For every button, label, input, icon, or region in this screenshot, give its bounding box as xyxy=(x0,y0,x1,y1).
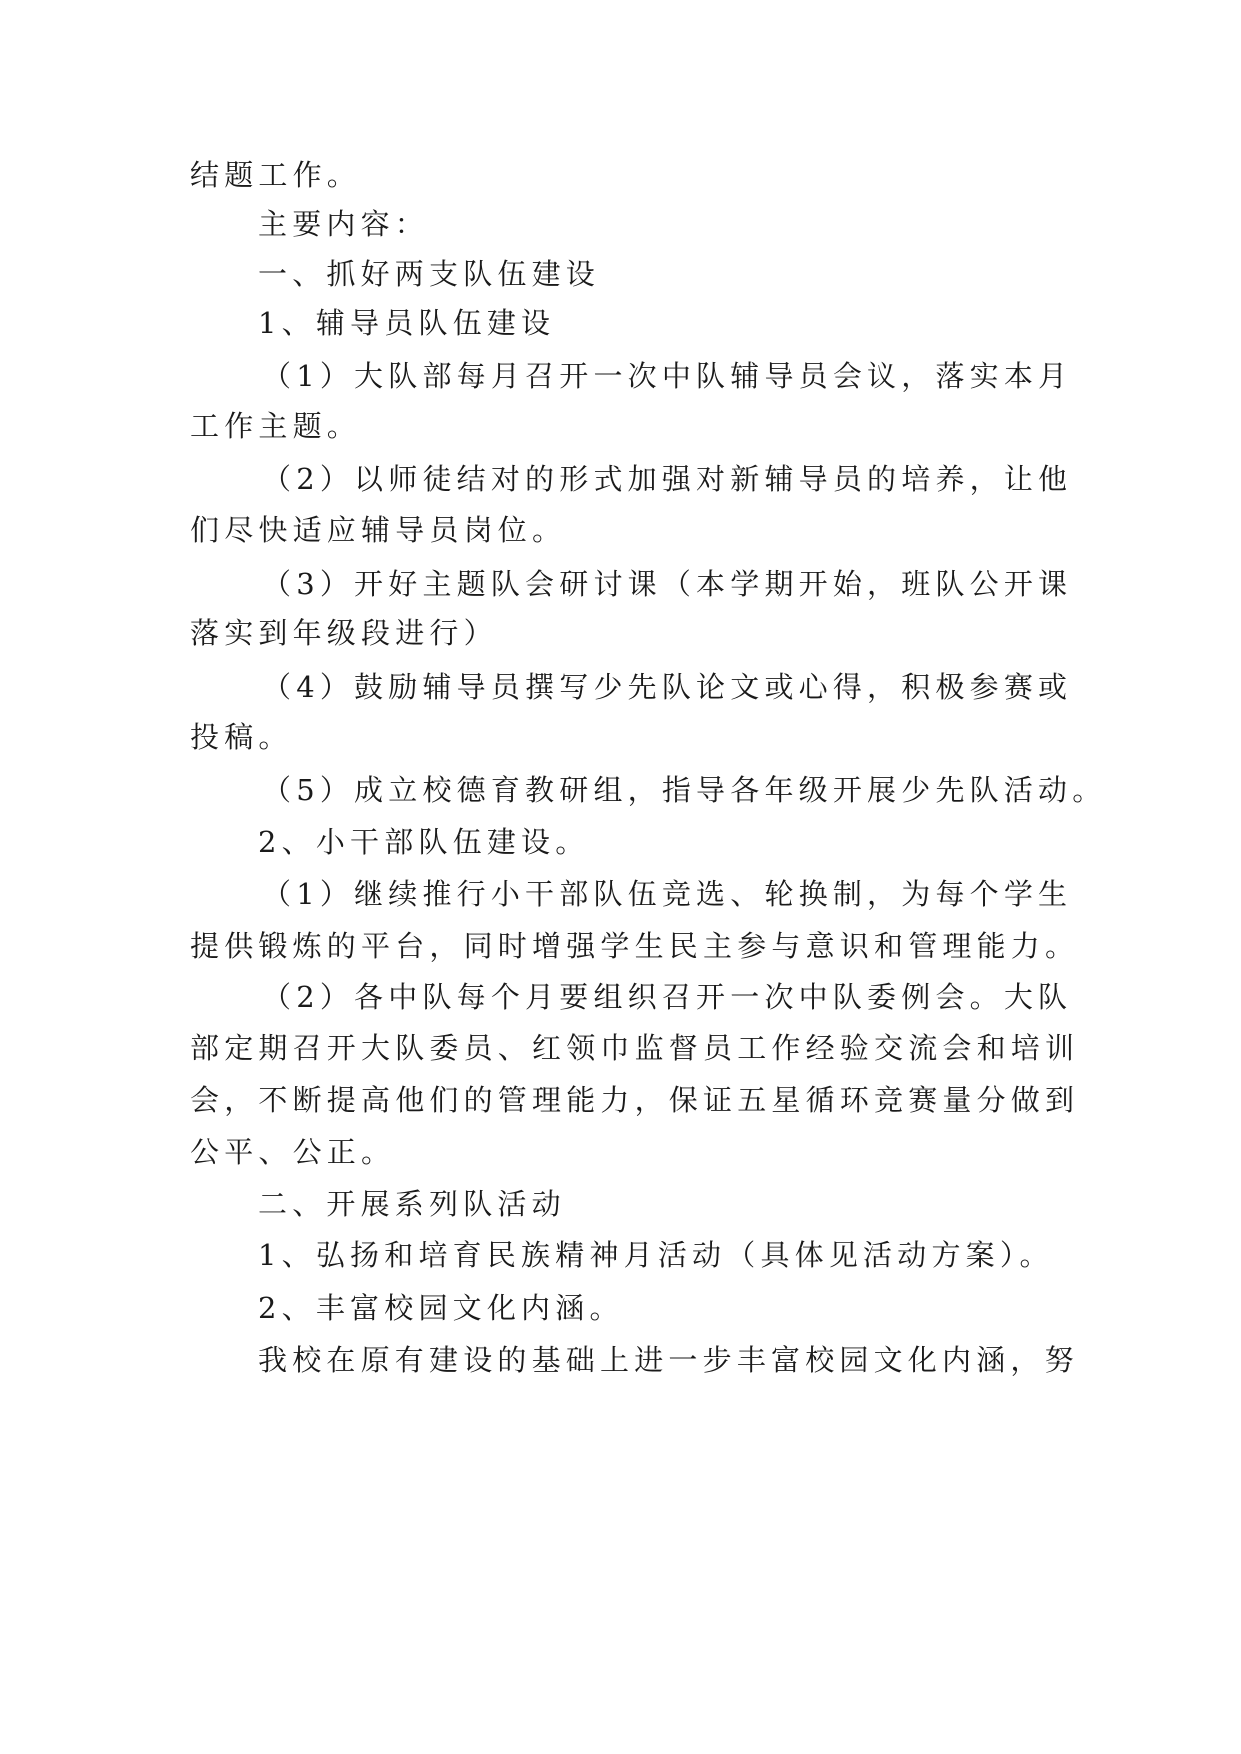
subsection-heading: 2、丰富校园文化内涵。 xyxy=(258,1291,624,1325)
text-line: 结题工作。 xyxy=(190,158,362,192)
text-line: 投稿。 xyxy=(190,720,293,754)
text-line: 落实到年级段进行） xyxy=(190,616,498,650)
subsection-heading: 1、弘扬和培育民族精神月活动（具体见活动方案）。 xyxy=(258,1238,1054,1272)
text-line: （3）开好主题队会研讨课（本学期开始，班队公开课 xyxy=(262,567,1073,601)
text-line: （4）鼓励辅导员撰写少先队论文或心得，积极参赛或 xyxy=(262,670,1073,704)
text-line: （2）各中队每个月要组织召开一次中队委例会。大队 xyxy=(262,980,1073,1014)
text-line: （5）成立校德育教研组，指导各年级开展少先队活动。 xyxy=(262,773,1107,807)
section-heading: 二、开展系列队活动 xyxy=(258,1187,566,1221)
text-line: 提供锻炼的平台，同时增强学生民主参与意识和管理能力。 xyxy=(190,929,1080,963)
section-heading: 一、抓好两支队伍建设 xyxy=(258,257,601,291)
text-line: 我校在原有建设的基础上进一步丰富校园文化内涵，努 xyxy=(258,1343,1079,1377)
subsection-heading: 1、辅导员队伍建设 xyxy=(258,306,556,340)
text-line: （1）继续推行小干部队伍竞选、轮换制，为每个学生 xyxy=(262,877,1073,911)
text-line: （2）以师徒结对的形式加强对新辅导员的培养，让他 xyxy=(262,462,1073,496)
text-line: 主要内容： xyxy=(258,207,430,241)
text-line: 工作主题。 xyxy=(190,409,362,443)
subsection-heading: 2、小干部队伍建设。 xyxy=(258,825,590,859)
text-line: （1）大队部每月召开一次中队辅导员会议，落实本月 xyxy=(262,359,1073,393)
text-line: 部定期召开大队委员、红领巾监督员工作经验交流会和培训 xyxy=(190,1031,1080,1065)
text-line: 公平、公正。 xyxy=(190,1135,396,1169)
text-line: 们尽快适应辅导员岗位。 xyxy=(190,513,567,547)
text-line: 会，不断提高他们的管理能力，保证五星循环竞赛量分做到 xyxy=(190,1083,1080,1117)
